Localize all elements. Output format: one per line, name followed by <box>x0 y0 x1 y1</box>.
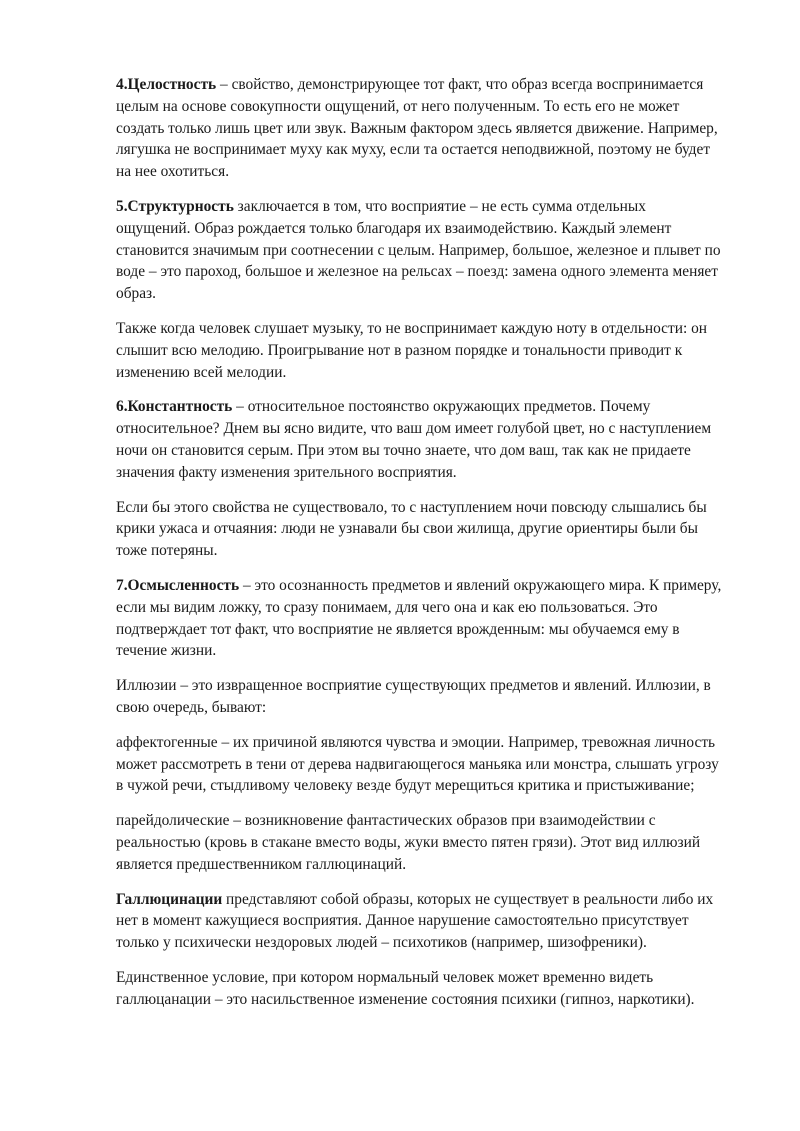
paragraph-affectogenic <box>116 732 724 797</box>
paragraph-text: Единственное условие, при котором нормальный человек может временно видеть галлюцанации – это насильственное изменение состояния психики (гипноз, наркотики). <box>116 968 695 1008</box>
paragraph-constancy-example <box>116 497 724 562</box>
paragraph-hallucinations <box>116 889 724 954</box>
paragraph-pareidolic <box>116 810 724 875</box>
term-integrity: 4.Целостность <box>116 76 217 93</box>
paragraph-text: – это осознанность предметов и явлений окружающего мира. К примеру, если мы видим ложку, то сразу понимаем, для чего она и как ею пользоваться. Это подтверждает тот факт, что восприятие не является врожденным: мы обучаемся ему в течение жизни. <box>116 576 722 660</box>
paragraph-text: представляют собой образы, которых не существует в реальности либо их нет в момент кажущиеся восприятия. Данное нарушение самостоятельно присутствует только у психически нездоровых людей – психотиков (например, шизофреники). <box>116 890 714 952</box>
paragraph-text: Иллюзии – это извращенное восприятие существующих предметов и явлений. Иллюзии, в свою очередь, бывают: <box>116 677 711 716</box>
paragraph-text: – свойство, демонстрирующее тот факт, что образ всегда воспринимается целым на основе совокупности ощущений, от него полученным. То есть его не может создать только лишь цвет или звук. Важным фактором здесь является движение. Например, лягушка не воспринимает муху как муху, если та остается неподвижной, поэтому не будет на нее охотиться. <box>116 76 718 181</box>
paragraph-text: парейдолические – возникновение фантастических образов при взаимодействии с реальностью (кровь в стакане вместо воды, жуки вместо пятен грязи). Этот вид иллюзий является предшественником галлюцинаций. <box>116 812 701 873</box>
term-meaningfulness: 7.Осмысленность <box>116 576 240 594</box>
paragraph-text: – относительное постоянство окружающих предметов. Почему относительное? Днем вы ясно видите, что ваш дом имеет голубой цвет, но с наступлением ночи он становится серым. При этом вы точно знаете, что дом ваш, так как не придаете значения факту изменения зрительного восприятия. <box>116 398 712 481</box>
paragraph-integrity <box>116 74 724 183</box>
paragraph-conclusion <box>116 967 724 1011</box>
term-hallucinations: Галлюцинации <box>116 890 223 908</box>
paragraph-text: Также когда человек слушает музыку, то не воспринимает каждую ноту в отдельности: он слышит всю мелодию. Проигрывание нот в разном порядке и тональности приводит к изменению всей мелодии. <box>116 319 708 381</box>
paragraph-illusions <box>116 675 724 719</box>
paragraph-text: заключается в том, что восприятие – не есть сумма отдельных ощущений. Образ рождается только благодаря их взаимодействию. Каждый элемент становится значимым при соотнесении с целым. Например, большое, железное и плывет по воде – это пароход, большое и железное на рельсах – поезд: замена одного элемента меняет образ. <box>116 197 721 303</box>
paragraph-structure <box>116 196 724 305</box>
paragraph-text: аффектогенные – их причиной являются чувства и эмоции. Например, тревожная личность может рассмотреть в тени от дерева надвигающегося маньяка или монстра, слышать угрозу в чужой речи, стыдливому человеку везде будут мерещиться критика и пристыживание; <box>116 733 719 795</box>
paragraph-text: Если бы этого свойства не существовало, то с наступлением ночи повсюду слышались бы крики ужаса и отчаяния: люди не узнавали бы свои жилища, другие ориентиры были бы тоже потеряны. <box>116 498 707 560</box>
term-constancy: 6.Константность <box>116 398 233 416</box>
paragraph-meaningfulness <box>116 575 724 662</box>
paragraph-music <box>116 318 724 383</box>
paragraph-constancy <box>116 396 724 483</box>
term-structure: 5.Структурность <box>116 197 234 215</box>
